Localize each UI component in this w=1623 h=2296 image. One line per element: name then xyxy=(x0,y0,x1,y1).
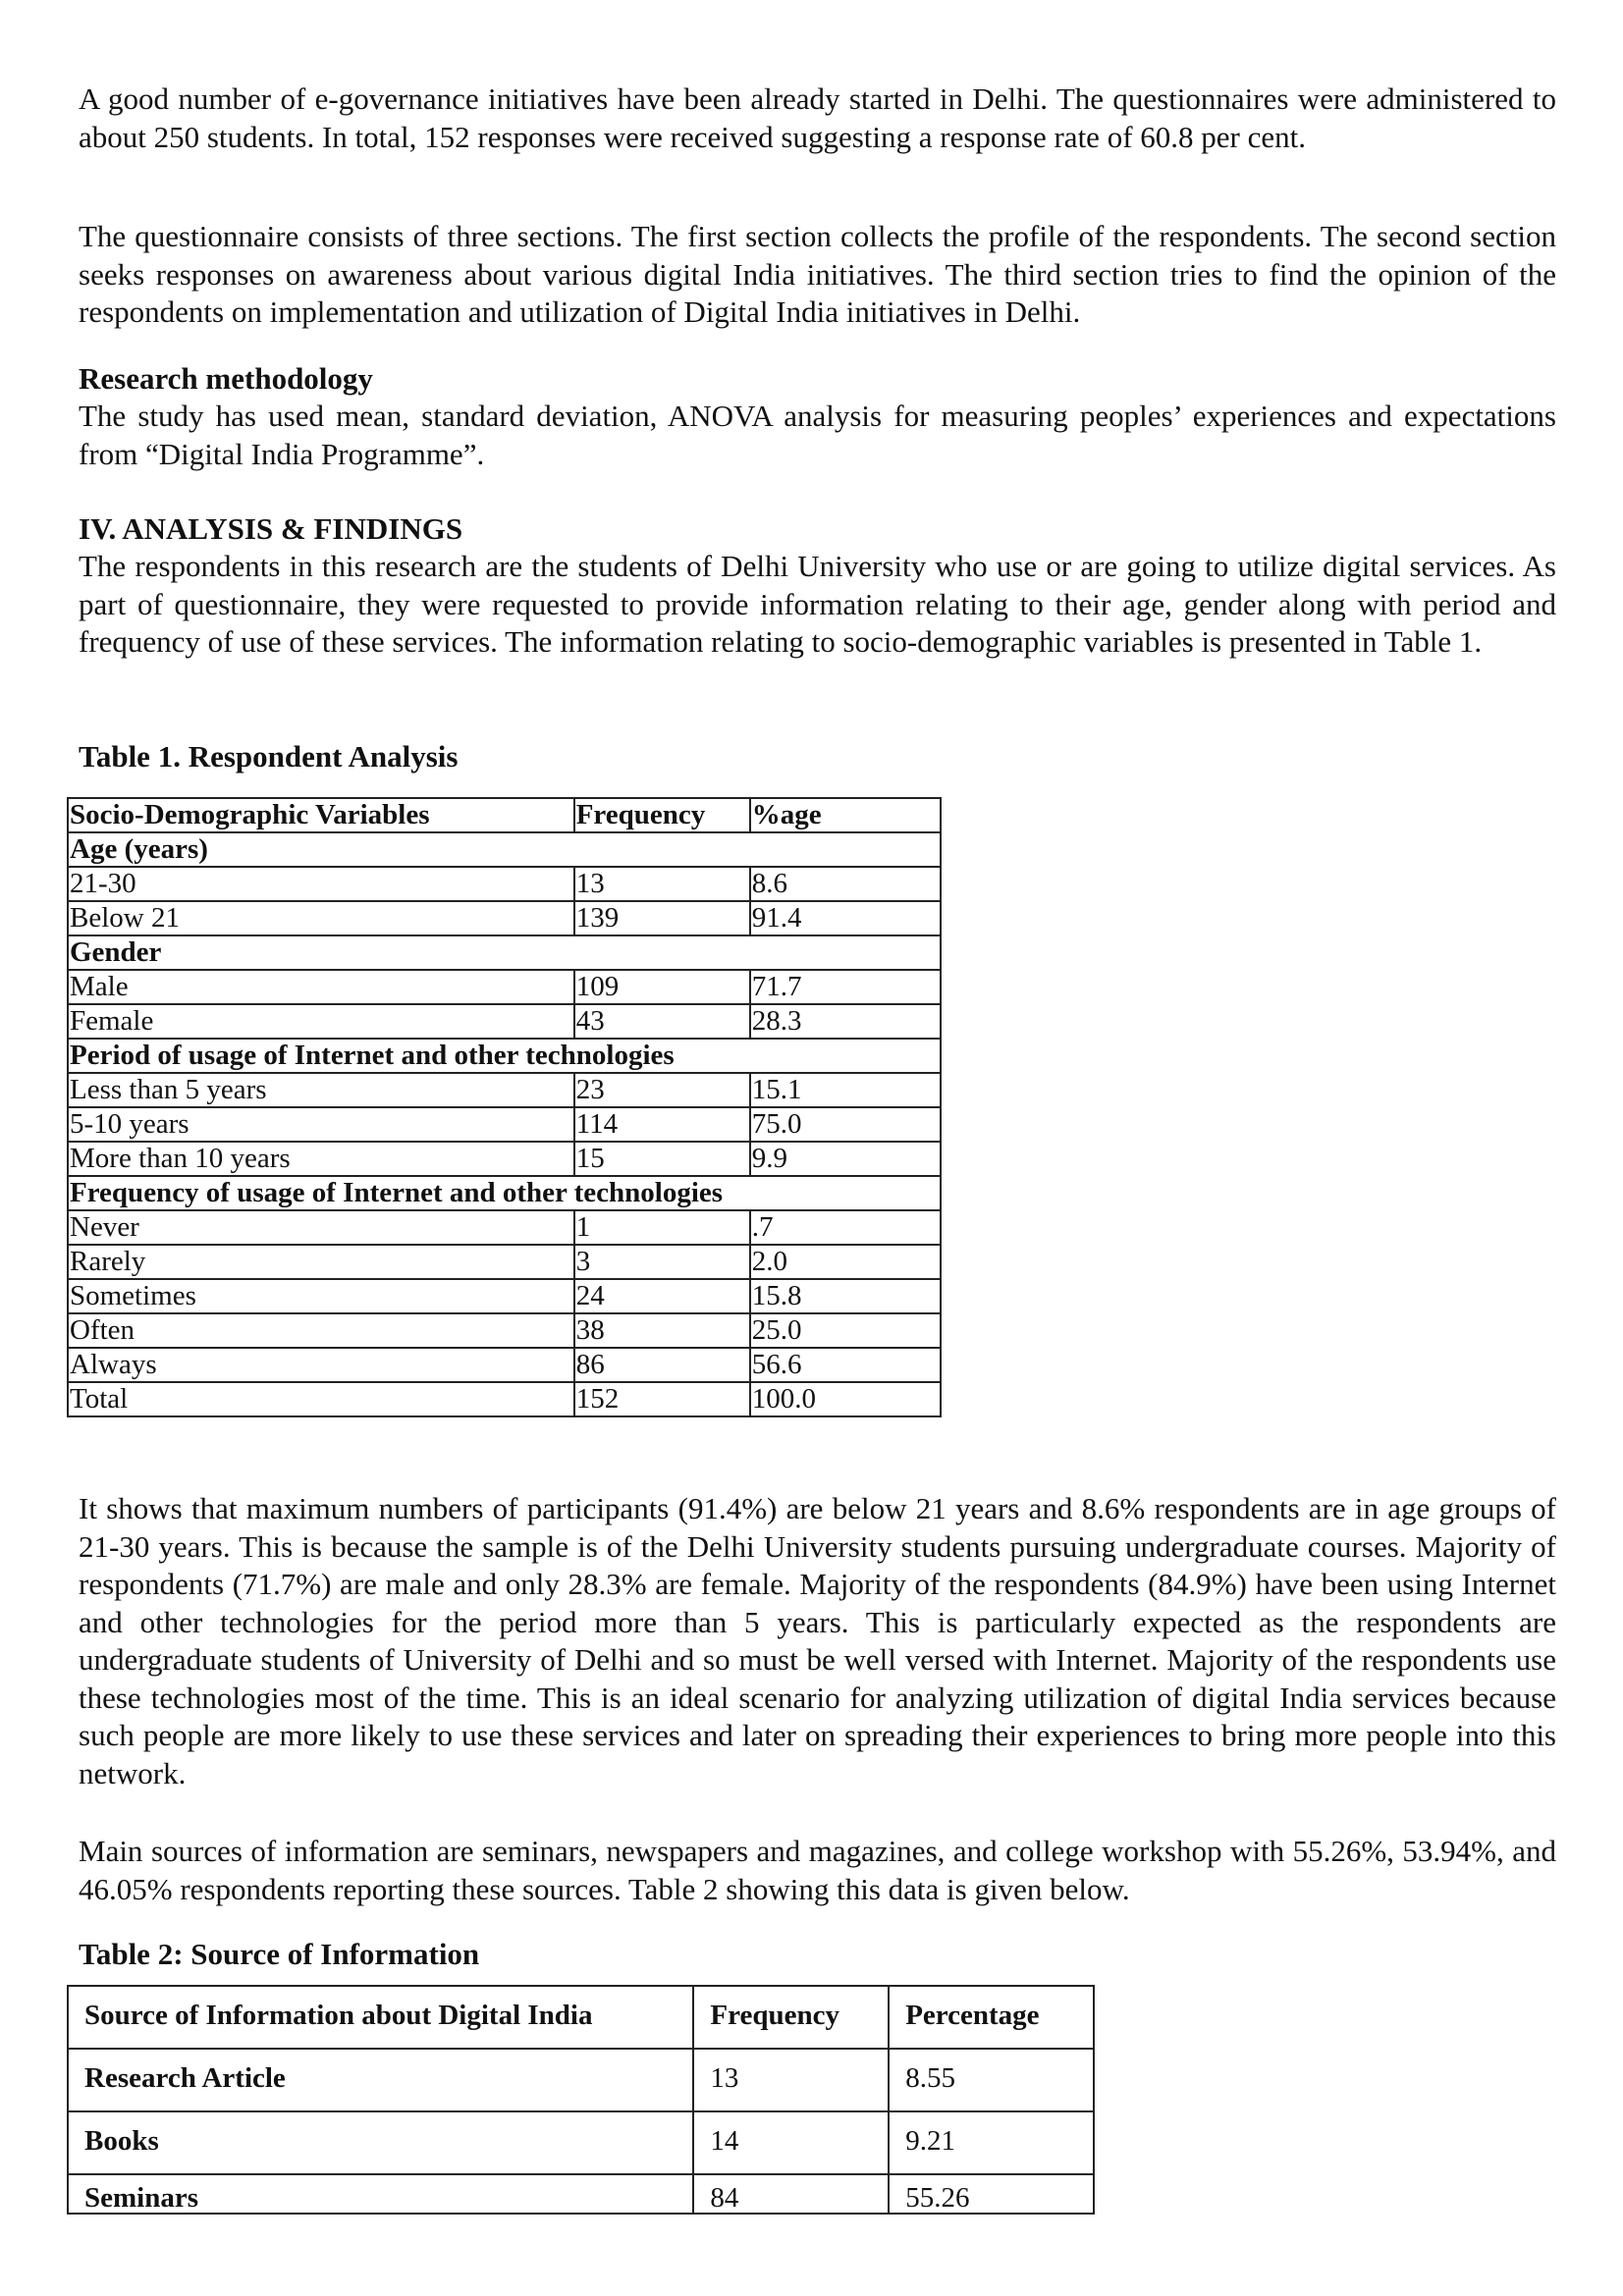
table-row xyxy=(68,1313,941,1348)
table-row xyxy=(68,1348,941,1382)
source-of-information-table xyxy=(67,1985,1095,2215)
variable-cell: 21-30 xyxy=(68,867,574,901)
table-row xyxy=(68,1142,941,1176)
variable-cell: Rarely xyxy=(68,1245,574,1279)
section-paragraph: The respondents in this research are the students of Delhi University who use or are going to utilize digital services. As part of questionnaire, they were requested to provide information relating to their age, gender along with period and frequency of use of these services. The information relating to socio-demographic variables is presented in Table 1. xyxy=(79,549,1556,659)
frequency-cell: 38 xyxy=(574,1313,750,1348)
percent-cell: 15.1 xyxy=(750,1073,941,1107)
frequency-cell: 24 xyxy=(574,1279,750,1313)
frequency-cell: 109 xyxy=(574,970,750,1004)
frequency-cell: 14 xyxy=(693,2111,889,2174)
table-header-row xyxy=(68,798,941,832)
frequency-cell: 3 xyxy=(574,1245,750,1279)
table-row xyxy=(68,2174,1094,2214)
table-row xyxy=(68,970,941,1004)
respondent-analysis-table xyxy=(67,797,942,1417)
frequency-cell: 13 xyxy=(574,867,750,901)
variable-cell: Female xyxy=(68,1004,574,1039)
table2-caption: Table 2: Source of Information xyxy=(79,1937,480,1971)
table-header-row xyxy=(68,1986,1094,2049)
percent-cell: 2.0 xyxy=(750,1245,941,1279)
percentage-cell: 8.55 xyxy=(889,2049,1094,2111)
table-row xyxy=(68,1073,941,1107)
column-header: Frequency xyxy=(693,1986,889,2049)
percent-cell: 9.9 xyxy=(750,1142,941,1176)
questionnaire-paragraph: The questionnaire consists of three sections. The first section collects the profile of the respondents. The second section seeks responses on awareness about various digital India initiatives. The third section tries to find the opinion of the respondents on implementation and utilization of Digital India initiatives in Delhi. xyxy=(79,219,1556,329)
percentage-cell: 55.26 xyxy=(889,2174,1094,2214)
group-title: Gender xyxy=(68,935,941,970)
frequency-cell: 139 xyxy=(574,901,750,935)
percent-cell: 75.0 xyxy=(750,1107,941,1142)
column-header: Frequency xyxy=(574,798,750,832)
variable-cell: Sometimes xyxy=(68,1279,574,1313)
percent-cell: 25.0 xyxy=(750,1313,941,1348)
group-row xyxy=(68,1176,941,1210)
variable-cell: Total xyxy=(68,1382,574,1416)
methodology-paragraph: The study has used mean, standard deviation, ANOVA analysis for measuring peoples’ experiences and expectations from “Digital India Programme”. xyxy=(79,399,1556,471)
variable-cell: Never xyxy=(68,1210,574,1245)
sources-paragraph: Main sources of information are seminars, newspapers and magazines, and college workshop with 55.26%, 53.94%, and 46.05% respondents reporting these sources. Table 2 showing this data is given below. xyxy=(79,1834,1556,1906)
frequency-cell: 23 xyxy=(574,1073,750,1107)
table-row xyxy=(68,1004,941,1039)
group-title: Period of usage of Internet and other technologies xyxy=(68,1039,941,1073)
frequency-cell: 43 xyxy=(574,1004,750,1039)
column-header: Socio-Demographic Variables xyxy=(68,798,574,832)
methodology-heading: Research methodology xyxy=(79,361,373,396)
variable-cell: 5-10 years xyxy=(68,1107,574,1142)
table-row xyxy=(68,2111,1094,2174)
column-header: Source of Information about Digital India xyxy=(68,1986,693,2049)
table-row xyxy=(68,2049,1094,2111)
variable-cell: Often xyxy=(68,1313,574,1348)
percent-cell: 71.7 xyxy=(750,970,941,1004)
percent-cell: 100.0 xyxy=(750,1382,941,1416)
percent-cell: 28.3 xyxy=(750,1004,941,1039)
table1-caption: Table 1. Respondent Analysis xyxy=(79,739,459,774)
group-row xyxy=(68,935,941,970)
analysis-paragraph: It shows that maximum numbers of participants (91.4%) are below 21 years and 8.6% respondents are in age groups of 21-30 years. This is because the sample is of the Delhi University students pursuing undergraduate courses. Majority of respondents (71.7%) are male and only 28.3% are female. Majority of the respondents (84.9%) have been using Internet and other technologies for the period more than 5 years. This is particularly expected as the respondents are undergraduate students of University of Delhi and so must be well versed with Internet. Majority of the respondents use these technologies most of the time. This is an ideal scenario for analyzing utilization of digital India services because such people are more likely to use these services and later on spreading their experiences to bring more people into this network. xyxy=(79,1491,1556,1790)
intro-paragraph: A good number of e-governance initiatives have been already started in Delhi. The questionnaires were administered to about 250 students. In total, 152 responses were received suggesting a response rate of 60.8 per cent. xyxy=(79,81,1556,154)
source-cell: Research Article xyxy=(68,2049,693,2111)
source-cell: Books xyxy=(68,2111,693,2174)
variable-cell: More than 10 years xyxy=(68,1142,574,1176)
table-row xyxy=(68,1382,941,1416)
frequency-cell: 1 xyxy=(574,1210,750,1245)
section-heading: IV. ANALYSIS & FINDINGS xyxy=(79,511,463,546)
percent-cell: 15.8 xyxy=(750,1279,941,1313)
source-cell: Seminars xyxy=(68,2174,693,2214)
frequency-cell: 86 xyxy=(574,1348,750,1382)
percent-cell: 56.6 xyxy=(750,1348,941,1382)
frequency-cell: 13 xyxy=(693,2049,889,2111)
table-row xyxy=(68,867,941,901)
variable-cell: Always xyxy=(68,1348,574,1382)
column-header: Percentage xyxy=(889,1986,1094,2049)
variable-cell: Male xyxy=(68,970,574,1004)
table-row xyxy=(68,901,941,935)
percentage-cell: 9.21 xyxy=(889,2111,1094,2174)
group-title: Frequency of usage of Internet and other technologies xyxy=(68,1176,941,1210)
frequency-cell: 15 xyxy=(574,1142,750,1176)
percent-cell: 8.6 xyxy=(750,867,941,901)
variable-cell: Less than 5 years xyxy=(68,1073,574,1107)
group-row xyxy=(68,1039,941,1073)
table-row xyxy=(68,1279,941,1313)
table-row xyxy=(68,1107,941,1142)
percent-cell: 91.4 xyxy=(750,901,941,935)
group-row xyxy=(68,832,941,867)
percent-cell: .7 xyxy=(750,1210,941,1245)
variable-cell: Below 21 xyxy=(68,901,574,935)
group-title: Age (years) xyxy=(68,832,941,867)
frequency-cell: 84 xyxy=(693,2174,889,2214)
table-row xyxy=(68,1210,941,1245)
table-row xyxy=(68,1245,941,1279)
frequency-cell: 152 xyxy=(574,1382,750,1416)
column-header: %age xyxy=(750,798,941,832)
frequency-cell: 114 xyxy=(574,1107,750,1142)
